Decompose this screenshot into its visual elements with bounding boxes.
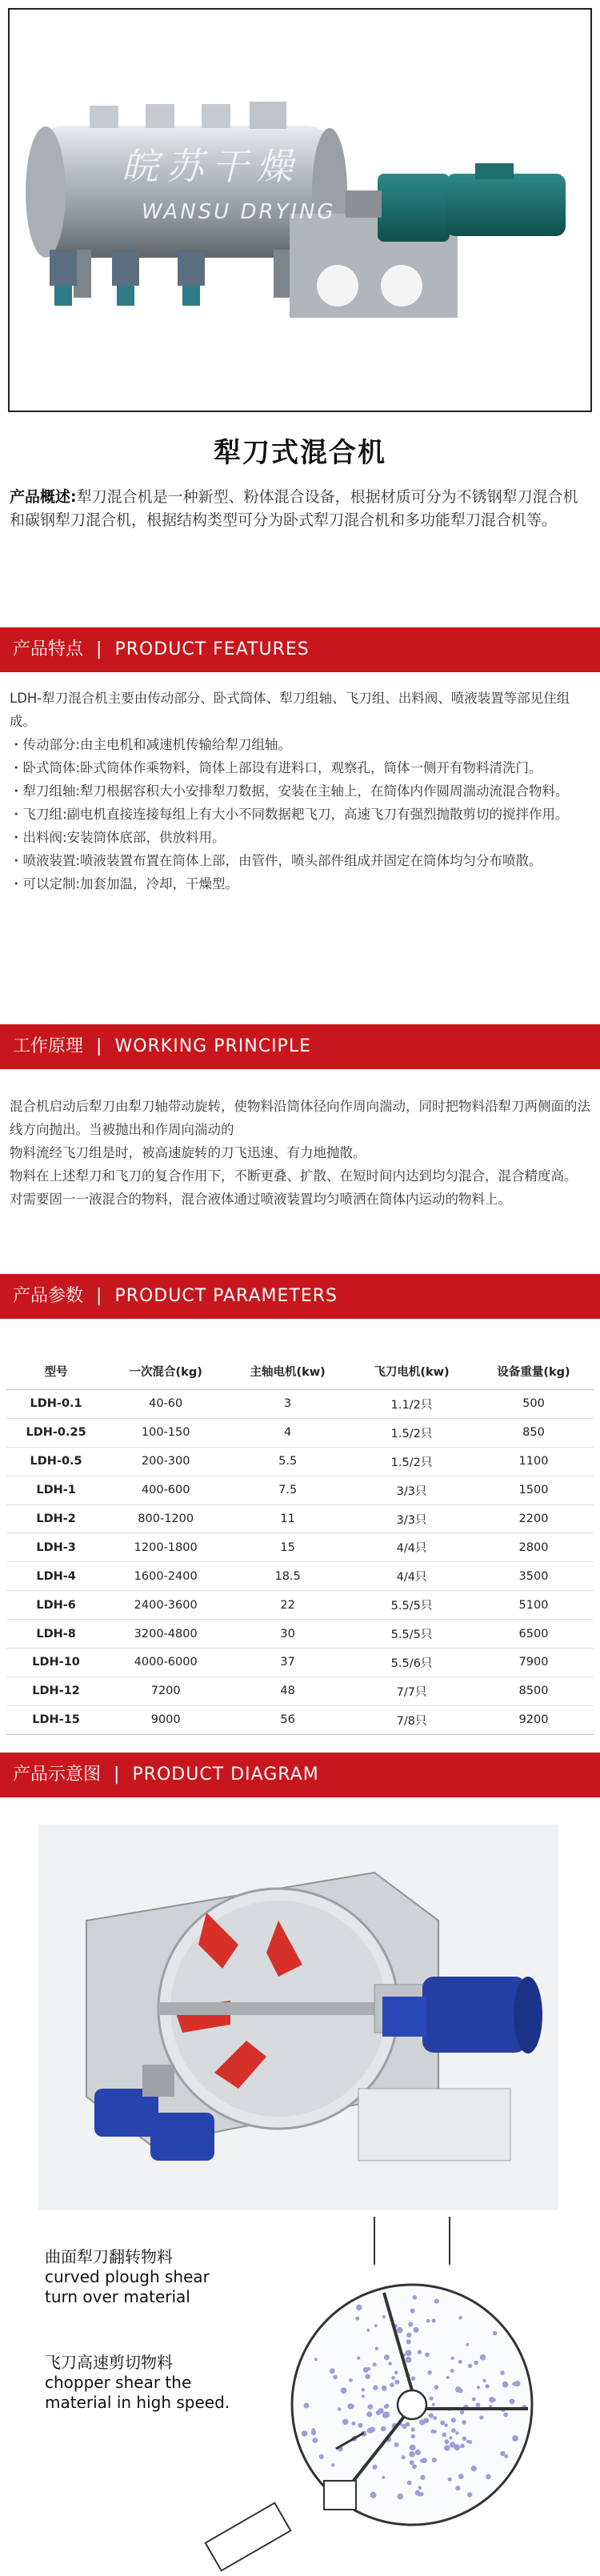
particle <box>460 2444 465 2449</box>
particle <box>455 2486 460 2490</box>
particle <box>451 2428 456 2433</box>
overview-text: 犁刀混合机是一种新型、粉体混合设备，根据材质可分为不锈钢犁刀混合机和碳钢犁刀混合机，根据结构类型可分为卧式犁刀混合机和多功能犁刀混合机等。 <box>10 488 578 529</box>
particle <box>429 2413 434 2418</box>
particle <box>426 2319 430 2323</box>
table-cell: 22 <box>226 1591 350 1620</box>
particle <box>432 2318 436 2322</box>
particle <box>434 2385 439 2390</box>
table-cell: 5100 <box>474 1591 594 1620</box>
particle <box>411 2376 416 2381</box>
table-cell: 56 <box>226 1705 350 1734</box>
particle <box>420 2475 425 2480</box>
particle <box>476 2402 481 2407</box>
particle <box>444 2439 449 2444</box>
particle <box>410 2309 415 2314</box>
cutaway-diagram <box>38 1825 558 2210</box>
particle <box>349 2378 353 2382</box>
particle <box>510 2398 515 2404</box>
particle <box>458 2474 464 2479</box>
table-row <box>6 1390 594 1419</box>
feature-line: ・喷液装置:喷液装置布置在筒体上部，由管件，喷头部件组成并固定在筒体均匀分布喷散。 <box>10 853 542 868</box>
particle <box>502 2382 509 2388</box>
mixer-cutaway-illustration <box>38 1825 558 2210</box>
particle <box>433 2416 437 2420</box>
table-cell: LDH-6 <box>6 1591 106 1620</box>
principle-line: 物料在上述犁刀和飞刀的复合作用下，不断更叠、扩散、在短时间内达到均匀混合，混合精度高。 <box>10 1168 578 1184</box>
particle <box>493 2331 498 2336</box>
particle <box>420 2492 424 2496</box>
table-cell: 100-150 <box>106 1418 226 1447</box>
particle <box>356 2305 362 2310</box>
particle <box>314 2358 318 2361</box>
table-cell: 9200 <box>474 1705 594 1734</box>
table-row <box>6 1620 594 1649</box>
particle <box>474 2361 478 2366</box>
particle <box>462 2437 467 2442</box>
particle <box>460 2410 464 2414</box>
particle <box>406 2350 412 2356</box>
particle <box>440 2421 445 2426</box>
particle <box>428 2370 432 2374</box>
principle-text <box>10 1095 590 1211</box>
principle-cn: 工作原理 <box>13 1036 84 1056</box>
particle <box>450 2369 454 2373</box>
particle <box>409 2451 415 2458</box>
overview-label: 产品概述: <box>10 488 77 506</box>
table-cell: 37 <box>226 1649 350 1677</box>
parameters-en: PRODUCT PARAMETERS <box>114 1286 338 1306</box>
particle <box>482 2379 486 2383</box>
principle-line: 物料流经飞刀组是时，被高速旋转的刀飞迅速、有力地抛散。 <box>10 1145 366 1160</box>
table-row <box>6 1591 594 1620</box>
table-cell: 5.5/6只 <box>350 1649 474 1677</box>
particle <box>432 2458 437 2462</box>
label-chopper-cn: 飞刀高速剪切物料 <box>45 2353 173 2372</box>
label-plough <box>45 2247 210 2307</box>
table-cell: 4000-6000 <box>106 1649 226 1677</box>
particle <box>467 2492 472 2497</box>
particle <box>382 2476 385 2479</box>
particle <box>408 2322 413 2326</box>
section-header-principle: 工作原理 | WORKING PRINCIPLE <box>0 1024 600 1069</box>
particle <box>394 2370 398 2374</box>
label-chopper <box>45 2353 230 2413</box>
table-cell: 1200-1800 <box>106 1533 226 1562</box>
column-header: 飞刀电机(kw) <box>350 1352 474 1390</box>
features-cn: 产品特点 <box>13 639 84 659</box>
feature-line: LDH-犁刀混合机主要由传动部分、卧式筒体、犁刀组轴、飞刀组、出料阀、喷液装置等部见住组成。 <box>10 691 570 729</box>
table-cell: 5.5/5只 <box>350 1591 474 1620</box>
particle <box>485 2384 489 2388</box>
particle <box>416 2450 421 2455</box>
particle <box>351 2422 355 2426</box>
particle <box>384 2405 388 2409</box>
parameters-cn: 产品参数 <box>13 1286 84 1306</box>
table-row <box>6 1418 594 1447</box>
table-cell: LDH-15 <box>6 1705 106 1734</box>
features-text <box>10 687 590 895</box>
particle <box>444 2423 448 2427</box>
particle <box>366 2329 370 2332</box>
particle <box>319 2454 324 2459</box>
particle <box>406 2339 411 2344</box>
table-cell: 9000 <box>106 1705 226 1734</box>
particle <box>471 2466 477 2471</box>
particle <box>446 2376 450 2379</box>
particle <box>455 2431 458 2434</box>
table-cell: 7/7只 <box>350 1677 474 1705</box>
particle <box>367 2428 373 2434</box>
particle <box>503 2413 508 2418</box>
particle <box>342 2419 349 2426</box>
particle <box>382 2386 387 2391</box>
particle <box>302 2430 308 2437</box>
table-cell: LDH-1 <box>6 1476 106 1504</box>
particle <box>348 2403 353 2408</box>
particle <box>373 2362 377 2366</box>
table-cell: 30 <box>226 1620 350 1649</box>
table-cell: LDH-0.1 <box>6 1390 106 1419</box>
table-cell: 1.5/2只 <box>350 1418 474 1447</box>
table-cell: 1.1/2只 <box>350 1390 474 1419</box>
particle <box>451 2418 456 2422</box>
particle <box>512 2382 516 2386</box>
particle <box>425 2353 430 2358</box>
particle <box>410 2445 416 2451</box>
particle <box>312 2438 318 2443</box>
particle <box>398 2494 403 2499</box>
particle <box>466 2343 469 2346</box>
particle <box>414 2327 419 2333</box>
table-cell: 4 <box>226 1418 350 1447</box>
particle <box>462 2420 466 2425</box>
particle <box>420 2459 423 2462</box>
table-cell: 4/4只 <box>350 1533 474 1562</box>
column-header: 主轴电机(kw) <box>226 1352 350 1390</box>
feature-line: ・传动部分:由主电机和减速机传输给犁刀组轴。 <box>10 737 292 752</box>
label-plough-en1: curved plough shear <box>45 2267 210 2286</box>
principle-line: 对需要固一一液混合的物料，混合液体通过喷液装置均匀喷洒在筒体内运动的物料上。 <box>10 1192 511 1207</box>
particle <box>418 2486 422 2490</box>
table-cell: 1500 <box>474 1476 594 1504</box>
table-cell: 40-60 <box>106 1390 226 1419</box>
particle <box>366 2411 372 2417</box>
particle <box>466 2440 470 2443</box>
table-cell: 7/8只 <box>350 1705 474 1734</box>
table-cell: 11 <box>226 1504 350 1533</box>
particle <box>382 2315 386 2318</box>
table-cell: LDH-8 <box>6 1620 106 1649</box>
table-cell: LDH-4 <box>6 1562 106 1591</box>
page-title: 犁刀式混合机 <box>214 437 386 469</box>
particle <box>367 2367 370 2370</box>
particle <box>394 2442 399 2447</box>
particle <box>384 2412 390 2418</box>
feature-line: ・可以定制:加套加温，冷却，干燥型。 <box>10 876 239 891</box>
table-cell: 400-600 <box>106 1476 226 1504</box>
table-cell: 5.5/5只 <box>350 1620 474 1649</box>
table-row <box>6 1533 594 1562</box>
particle <box>479 2415 483 2419</box>
table-cell: LDH-2 <box>6 1504 106 1533</box>
label-plough-en2: turn over material <box>45 2287 190 2306</box>
principle-en: WORKING PRINCIPLE <box>114 1036 311 1056</box>
particle <box>365 2374 370 2379</box>
table-cell: LDH-12 <box>6 1677 106 1705</box>
particle <box>492 2398 496 2402</box>
table-cell: LDH-0.25 <box>6 1418 106 1447</box>
diagram-en: PRODUCT DIAGRAM <box>132 1765 319 1785</box>
particle <box>512 2435 518 2442</box>
particle <box>418 2350 422 2354</box>
particle <box>500 2370 505 2375</box>
section-header-features: 产品特点 | PRODUCT FEATURES <box>0 627 600 672</box>
table-cell: 850 <box>474 1418 594 1447</box>
table-cell: LDH-10 <box>6 1649 106 1677</box>
particle <box>432 2403 435 2406</box>
principle-line: 混合机启动后犁刀由犁刀轴带动旋转，使物料沿筒体径向作周向湍动，同时把物料沿犁刀两侧面的法线方向抛出。当被抛出和作周向湍动的 <box>10 1099 590 1137</box>
table-cell: 1600-2400 <box>106 1562 226 1591</box>
particle <box>330 2368 335 2374</box>
table-cell: 3 <box>226 1390 350 1419</box>
table-cell: 6500 <box>474 1620 594 1649</box>
table-cell: 48 <box>226 1677 350 1705</box>
particle <box>480 2354 486 2360</box>
table-cell: 3500 <box>474 1562 594 1591</box>
diagram-cn: 产品示意图 <box>13 1765 102 1785</box>
section-header-parameters: 产品参数 | PRODUCT PARAMETERS <box>0 1274 600 1319</box>
particle <box>449 2436 452 2439</box>
table-cell: 2800 <box>474 1533 594 1562</box>
particle <box>468 2364 473 2369</box>
particle <box>376 2410 381 2415</box>
label-chopper-en2: material in high speed. <box>45 2393 230 2412</box>
table-cell: 7200 <box>106 1677 226 1705</box>
table-row <box>6 1562 594 1591</box>
particle <box>390 2383 394 2388</box>
table-row <box>6 1447 594 1476</box>
feature-line: ・出料阀:安装筒体底部，供放料用。 <box>10 830 226 845</box>
particle <box>375 2347 378 2350</box>
table-cell: 1100 <box>474 1447 594 1476</box>
table-cell: 7900 <box>474 1649 594 1677</box>
particle <box>355 2317 359 2321</box>
particle <box>338 2407 341 2410</box>
particle <box>370 2492 377 2498</box>
particle <box>431 2430 435 2434</box>
particle <box>455 2386 462 2393</box>
column-header: 一次混合(kg) <box>106 1352 226 1390</box>
particle <box>394 2380 399 2385</box>
particle <box>442 2433 446 2438</box>
particle <box>368 2404 374 2410</box>
feature-line: ・卧式筒体:卧式筒体作乘物料，筒体上部设有进料口，观察孔，筒体一侧开有物料清洗门。 <box>10 760 542 775</box>
watermark-en: WANSU DRYING <box>142 200 336 224</box>
feature-line: ・犁刀组轴:犁刀根据容积大小安排犁刀数据，安装在主轴上，在筒体内作圆周湍动流混合物料。 <box>10 783 569 799</box>
particle <box>500 2451 505 2456</box>
table-cell: 4/4只 <box>350 1562 474 1591</box>
particle <box>397 2327 403 2334</box>
table-cell: LDH-3 <box>6 1533 106 1562</box>
label-plough-cn: 曲面犁刀翻转物料 <box>45 2247 173 2266</box>
features-en: PRODUCT FEATURES <box>114 639 310 659</box>
particle <box>391 2376 395 2380</box>
table-cell: 5.5 <box>226 1447 350 1476</box>
column-header: 型号 <box>6 1352 106 1390</box>
watermark-cn: 皖苏干燥 <box>122 145 301 188</box>
particle <box>472 2398 476 2402</box>
particle <box>407 2481 412 2486</box>
table-cell: 2200 <box>474 1504 594 1533</box>
particle <box>448 2478 452 2482</box>
particle <box>331 2463 334 2466</box>
table-cell: 500 <box>474 1390 594 1419</box>
table-cell: 1.5/2只 <box>350 1447 474 1476</box>
table-row <box>6 1705 594 1734</box>
table-cell: 18.5 <box>226 1562 350 1591</box>
particle <box>504 2454 508 2458</box>
particle <box>423 2418 429 2423</box>
particle <box>406 2357 412 2363</box>
particle <box>450 2357 454 2360</box>
particle <box>362 2388 366 2392</box>
particle <box>410 2460 414 2465</box>
table-cell: 3200-4800 <box>106 1620 226 1649</box>
particle <box>429 2397 433 2401</box>
table-cell: 8500 <box>474 1677 594 1705</box>
particle <box>406 2422 410 2427</box>
particle <box>486 2474 491 2480</box>
table-cell: 15 <box>226 1533 350 1562</box>
particle <box>458 2360 462 2364</box>
particle <box>412 2295 417 2300</box>
table-cell: 200-300 <box>106 1447 226 1476</box>
table-row <box>6 1677 594 1705</box>
particle <box>450 2442 455 2447</box>
particle <box>411 2434 415 2438</box>
table-cell: 2400-3600 <box>106 1591 226 1620</box>
label-chopper-en1: chopper shear the <box>45 2373 192 2392</box>
particle <box>362 2394 365 2398</box>
table-cell: 800-1200 <box>106 1504 226 1533</box>
particle <box>477 2386 480 2389</box>
particle <box>357 2357 360 2360</box>
table-cell: 3/3只 <box>350 1504 474 1533</box>
table-row <box>6 1649 594 1677</box>
hero-product-photo <box>8 8 592 412</box>
feature-line: ・飞刀组:副电机直接连接每组上有大小不同数据耙飞刀，高速飞刀有强烈抛散剪切的搅拌作用。 <box>10 807 569 822</box>
particle <box>381 2426 386 2432</box>
section-header-diagram: 产品示意图 | PRODUCT DIAGRAM <box>0 1753 600 1797</box>
particle <box>388 2362 392 2366</box>
particle <box>402 2455 406 2459</box>
particle <box>458 2316 462 2320</box>
table-cell: LDH-0.5 <box>6 1447 106 1476</box>
particle <box>415 2490 421 2496</box>
column-header: 设备重量(kg) <box>474 1352 594 1390</box>
table-cell: 3/3只 <box>350 1476 474 1504</box>
particle <box>333 2375 338 2380</box>
product-overview <box>10 486 590 532</box>
particle <box>373 2465 378 2470</box>
particle <box>434 2299 439 2304</box>
particle <box>304 2403 310 2409</box>
parameters-table <box>6 1352 594 1735</box>
particle <box>384 2354 390 2360</box>
particle <box>411 2427 415 2431</box>
particle <box>341 2387 347 2394</box>
table-header-row <box>6 1352 594 1390</box>
table-cell: 7.5 <box>226 1476 350 1504</box>
particle <box>312 2428 315 2431</box>
particle <box>406 2333 411 2338</box>
working-diagram <box>8 2217 592 2576</box>
particle <box>444 2445 450 2451</box>
particle <box>374 2324 378 2327</box>
particle <box>358 2423 362 2428</box>
table-row <box>6 1476 594 1504</box>
table-row <box>6 1504 594 1533</box>
particle <box>373 2386 378 2390</box>
